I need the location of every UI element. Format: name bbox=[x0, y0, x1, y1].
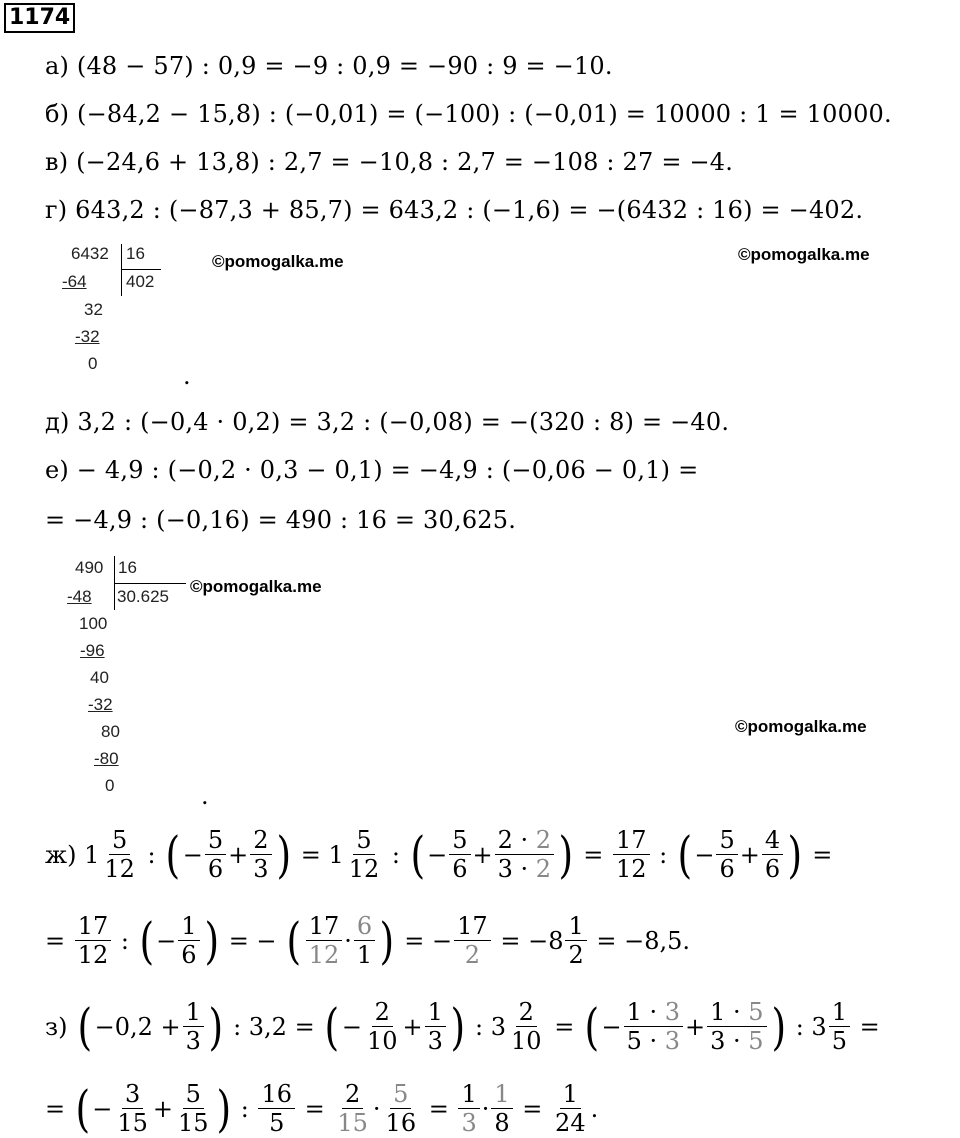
ld1-step: -64 bbox=[62, 272, 87, 291]
watermark: ©pomogalka.me bbox=[212, 252, 344, 271]
ld2-step: 100 bbox=[79, 614, 108, 633]
fraction: $\frac{2}{15}$ bbox=[337, 1080, 368, 1137]
ld2-divisor: 16 bbox=[118, 558, 137, 577]
ld1-step: 0 bbox=[88, 354, 98, 373]
watermark: ©pomogalka.me bbox=[735, 717, 867, 736]
ld2-step: -48 bbox=[67, 587, 92, 606]
fraction: $\frac{5}{16}$ bbox=[385, 1080, 417, 1137]
ld1-dividend: 6432 bbox=[71, 244, 109, 263]
ld1-vertical-bar bbox=[121, 244, 122, 296]
z-line-1: з) ( −0,2 + $\frac{1}{3}$ ) : 3,2 = ( − $\frac{2}{10}$ + $\frac{1}{3}$ ) : 3 $\frac{2}{10}$ = ( − $\frac{1 \cdot 3}{5 \cdot 3}$ + $\frac{1 \cdot 5}{3 \cdot 5}$ ) : 3 $\frac{1}{5}$ = bbox=[45, 997, 880, 1056]
ld2-horizontal-bar bbox=[114, 583, 186, 584]
fraction: $\frac{1 \cdot 5}{3 \cdot 5}$ bbox=[707, 998, 766, 1055]
fraction: $\frac{1}{5}$ bbox=[829, 998, 850, 1055]
ld2-step: 0 bbox=[105, 776, 115, 795]
fraction: $\frac{1}{2}$ bbox=[565, 912, 586, 969]
fraction: $\frac{2 \cdot 2}{3 \cdot 2}$ bbox=[495, 826, 554, 883]
fraction: $\frac{1}{6}$ bbox=[178, 912, 199, 969]
fraction: $\frac{1}{24}$ bbox=[555, 1080, 586, 1137]
fraction: $\frac{1}{3}$ bbox=[183, 998, 204, 1055]
period: . bbox=[590, 1094, 599, 1123]
line-b: б) (−84,2 − 15,8) : (−0,01) = (−100) : (−0,01) = 10000 : 1 = 10000. bbox=[45, 100, 892, 128]
fraction: $\frac{6}{1}$ bbox=[354, 912, 375, 969]
fraction: $\frac{4}{6}$ bbox=[762, 826, 783, 883]
fraction: $\frac{17}{2}$ bbox=[454, 912, 491, 969]
fraction: $\frac{5}{6}$ bbox=[449, 826, 470, 883]
watermark: ©pomogalka.me bbox=[190, 577, 322, 596]
zh-line-2: = $\frac{17}{12}$ : ( − $\frac{1}{6}$ ) = − ( $\frac{17}{12}$ · $\frac{6}{1}$ ) = − $\frac{17}{2}$ = − 8 $\frac{1}{2}$ = −8,5. bbox=[45, 911, 691, 970]
task-number: 1174 bbox=[4, 3, 75, 33]
fraction: $\frac{16}{5}$ bbox=[258, 1080, 295, 1137]
fraction: $\frac{5}{6}$ bbox=[205, 826, 226, 883]
line-a: а) (48 − 57) : 0,9 = −9 : 0,9 = −90 : 9 = −10. bbox=[45, 52, 613, 80]
line-e1: е) − 4,9 : (−0,2 · 0,3 − 0,1) = −4,9 : (−0,06 − 0,1) = bbox=[45, 456, 699, 484]
zh-whole: 1 bbox=[84, 840, 100, 869]
fraction: $\frac{5}{12}$ bbox=[348, 826, 380, 883]
ld1-step: 32 bbox=[84, 300, 103, 319]
zh-result: = −8,5. bbox=[596, 926, 691, 955]
ld2-step: 80 bbox=[101, 722, 120, 741]
fraction: $\frac{2}{10}$ bbox=[366, 998, 398, 1055]
line-v: в) (−24,6 + 13,8) : 2,7 = −10,8 : 2,7 = −108 : 27 = −4. bbox=[45, 148, 734, 176]
watermark: ©pomogalka.me bbox=[738, 245, 870, 264]
line-d: д) 3,2 : (−0,4 · 0,2) = 3,2 : (−0,08) = −(320 : 8) = −40. bbox=[45, 408, 730, 436]
ld2-step: 40 bbox=[90, 668, 109, 687]
fraction: $\frac{17}{12}$ bbox=[75, 912, 112, 969]
fraction: $\frac{1}{8}$ bbox=[491, 1080, 512, 1137]
fraction: $\frac{17}{12}$ bbox=[306, 912, 343, 969]
period: . bbox=[201, 782, 209, 810]
fraction: $\frac{1}{3}$ bbox=[458, 1080, 479, 1137]
z-line-2: = ( − $\frac{3}{15}$ + $\frac{5}{15}$ ) : $\frac{16}{5}$ = $\frac{2}{15}$ · $\frac{5}{16}$ = $\frac{1}{3}$ · $\frac{1}{8}$ = $\frac{1}{24}$ . bbox=[45, 1079, 599, 1138]
ld2-dividend: 490 bbox=[75, 558, 104, 577]
line-g: г) 643,2 : (−87,3 + 85,7) = 643,2 : (−1,6) = −(6432 : 16) = −402. bbox=[45, 196, 864, 224]
zh-line-1: ж) 1 $\frac{5}{12}$ : ( − $\frac{5}{6}$ + $\frac{2}{3}$ ) = 1 $\frac{5}{12}$ : ( − $\frac{5}{6}$ + $\frac{2 \cdot 2}{3 \cdot 2}$ ) = $\frac{17}{12}$ : ( − $\frac{5}{6}$ + $\frac{4}{6}$ ) = bbox=[45, 825, 833, 884]
zh-whole: 1 bbox=[328, 840, 344, 869]
fraction: $\frac{2}{3}$ bbox=[250, 826, 271, 883]
ld2-quotient: 30.625 bbox=[117, 587, 169, 606]
ld1-quotient: 402 bbox=[126, 272, 155, 291]
fraction: $\frac{17}{12}$ bbox=[613, 826, 650, 883]
ld2-step: -96 bbox=[80, 641, 105, 660]
fraction: $\frac{5}{12}$ bbox=[104, 826, 135, 883]
ld2-step: -80 bbox=[94, 749, 119, 768]
ld1-step: -32 bbox=[75, 327, 100, 346]
ld2-step: -32 bbox=[88, 695, 113, 714]
fraction: $\frac{1 \cdot 3}{5 \cdot 3}$ bbox=[624, 998, 683, 1055]
zh-whole: 8 bbox=[548, 926, 564, 955]
z-label: з) bbox=[45, 1012, 68, 1041]
zh-label: ж) bbox=[45, 840, 77, 869]
ld1-horizontal-bar bbox=[121, 269, 161, 270]
period: . bbox=[183, 362, 191, 390]
fraction: $\frac{1}{3}$ bbox=[425, 998, 446, 1055]
fraction: $\frac{2}{10}$ bbox=[511, 998, 542, 1055]
line-e2: = −4,9 : (−0,16) = 490 : 16 = 30,625. bbox=[45, 506, 517, 534]
fraction: $\frac{5}{15}$ bbox=[178, 1080, 209, 1137]
fraction: $\frac{5}{6}$ bbox=[716, 826, 737, 883]
ld1-divisor: 16 bbox=[126, 244, 145, 263]
fraction: $\frac{3}{15}$ bbox=[117, 1080, 148, 1137]
